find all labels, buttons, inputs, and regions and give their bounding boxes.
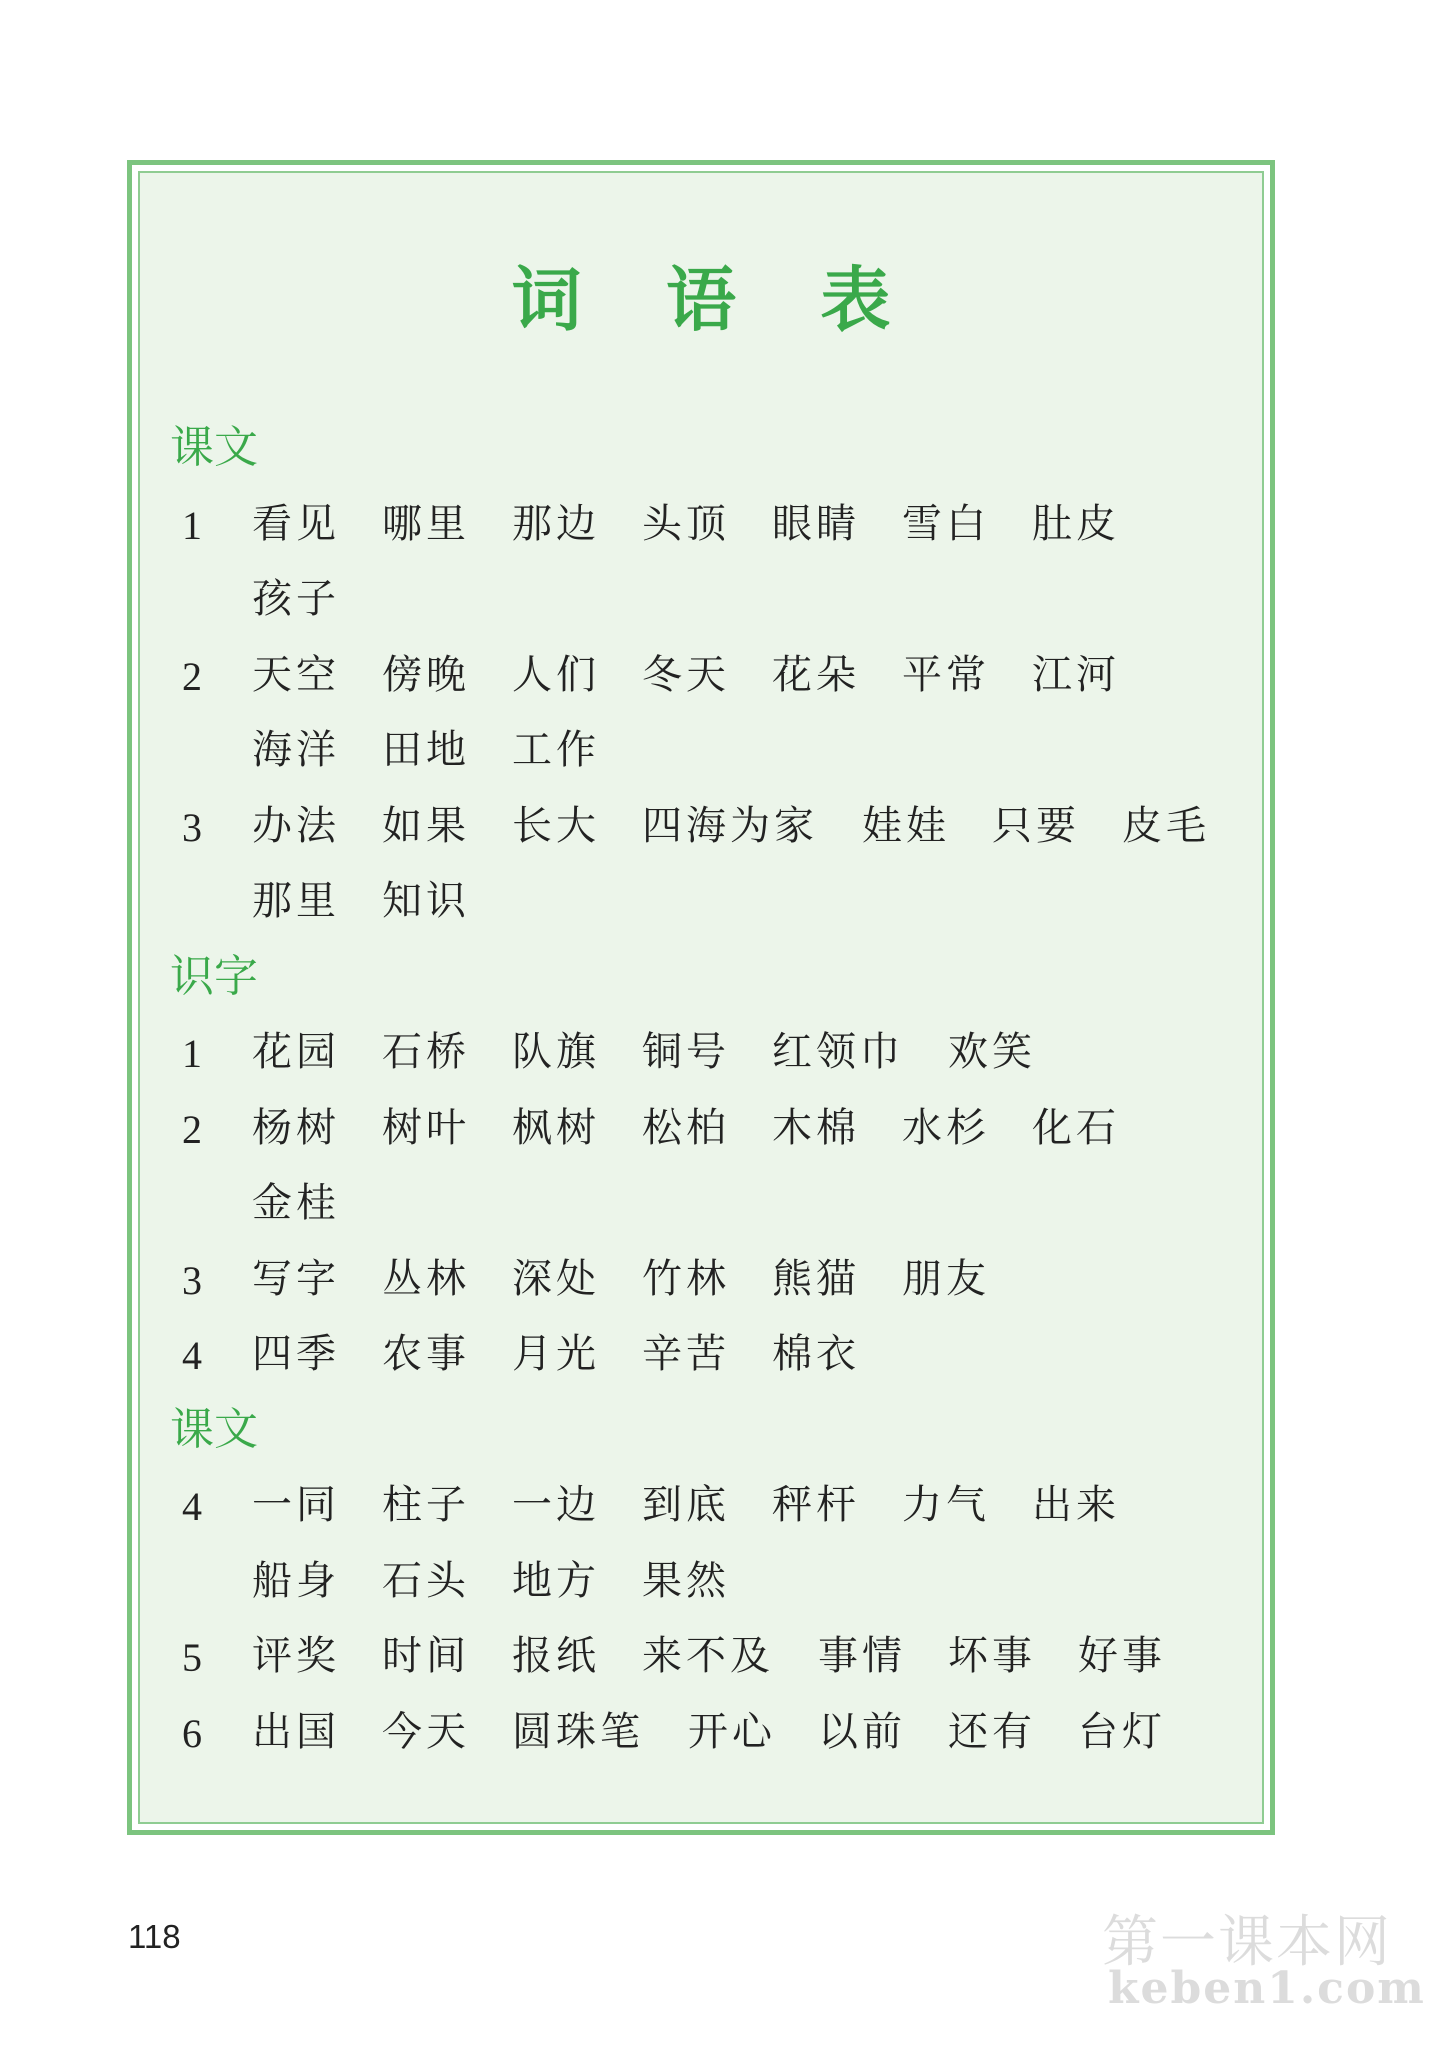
vocabulary-word: 那里 xyxy=(252,878,340,924)
vocabulary-word: 冬天 xyxy=(642,651,730,698)
vocabulary-word: 来不及 xyxy=(642,1633,774,1679)
vocabulary-word: 开心 xyxy=(688,1708,776,1755)
vocabulary-word: 柱子 xyxy=(382,1482,470,1528)
vocabulary-word: 哪里 xyxy=(382,500,470,547)
vocabulary-word: 工作 xyxy=(512,727,600,773)
vocabulary-word: 人们 xyxy=(512,651,600,698)
vocabulary-word: 肚皮 xyxy=(1032,500,1120,547)
vocabulary-word: 金桂 xyxy=(252,1180,340,1226)
entry-number: 3 xyxy=(182,804,202,850)
vocabulary-word: 看见 xyxy=(252,500,340,547)
watermark-title: 第一课本网 xyxy=(1102,1910,1392,1975)
section-heading: 课文 xyxy=(170,1403,258,1455)
vocabulary-word: 棉衣 xyxy=(772,1331,860,1377)
vocabulary-word: 孩子 xyxy=(252,576,340,622)
vocabulary-word: 花园 xyxy=(252,1029,340,1075)
vocabulary-word: 知识 xyxy=(382,878,470,924)
vocabulary-word: 还有 xyxy=(948,1708,1036,1755)
vocabulary-word: 队旗 xyxy=(512,1029,600,1075)
entry-number: 1 xyxy=(182,502,202,548)
vocabulary-word: 那边 xyxy=(512,500,600,547)
vocabulary-word: 农事 xyxy=(382,1331,470,1377)
vocabulary-word: 眼睛 xyxy=(772,500,860,547)
page-title: 词 语 表 xyxy=(511,258,921,341)
vocabulary-word: 铜号 xyxy=(642,1029,730,1075)
vocabulary-word: 好事 xyxy=(1078,1633,1166,1679)
vocabulary-word: 办法 xyxy=(252,802,340,849)
vocabulary-word: 竹林 xyxy=(642,1255,730,1302)
vocabulary-word: 天空 xyxy=(252,651,340,698)
entry-number: 4 xyxy=(182,1484,202,1529)
section-heading: 识字 xyxy=(170,950,258,1002)
vocabulary-panel xyxy=(127,160,1275,1835)
vocabulary-word: 熊猫 xyxy=(772,1255,860,1302)
vocabulary-word: 果然 xyxy=(642,1557,730,1604)
vocabulary-word: 出国 xyxy=(252,1708,340,1755)
vocabulary-word: 红领巾 xyxy=(772,1029,904,1075)
page-number: 118 xyxy=(128,1918,181,1955)
vocabulary-word: 丛林 xyxy=(382,1255,470,1302)
vocabulary-word: 一同 xyxy=(252,1482,340,1528)
vocabulary-word: 四海为家 xyxy=(642,802,818,849)
vocabulary-word: 杨树 xyxy=(252,1104,340,1151)
vocabulary-word: 今天 xyxy=(382,1708,470,1755)
vocabulary-word: 坏事 xyxy=(948,1633,1036,1679)
vocabulary-word: 报纸 xyxy=(512,1633,600,1679)
entry-number: 1 xyxy=(182,1031,202,1076)
vocabulary-word: 出来 xyxy=(1032,1482,1120,1528)
vocabulary-word: 评奖 xyxy=(252,1633,340,1679)
vocabulary-word: 欢笑 xyxy=(948,1029,1036,1075)
vocabulary-word: 秤杆 xyxy=(772,1482,860,1528)
vocabulary-word: 花朵 xyxy=(772,651,860,698)
vocabulary-word: 树叶 xyxy=(382,1104,470,1151)
vocabulary-word: 写字 xyxy=(252,1255,340,1302)
vocabulary-word: 四季 xyxy=(252,1331,340,1377)
vocabulary-word: 松柏 xyxy=(642,1104,730,1151)
vocabulary-word: 只要 xyxy=(992,802,1080,849)
vocabulary-word: 台灯 xyxy=(1078,1708,1166,1755)
entry-number: 6 xyxy=(182,1710,202,1756)
vocabulary-word: 海洋 xyxy=(252,727,340,773)
vocabulary-word: 力气 xyxy=(902,1482,990,1528)
vocabulary-word: 石头 xyxy=(382,1557,470,1604)
vocabulary-word: 田地 xyxy=(382,727,470,773)
entry-number: 2 xyxy=(182,653,202,699)
vocabulary-word: 枫树 xyxy=(512,1104,600,1151)
entry-number: 3 xyxy=(182,1257,202,1303)
vocabulary-word: 如果 xyxy=(382,802,470,849)
watermark-url: keben1.com xyxy=(1108,1963,1426,2014)
vocabulary-word: 深处 xyxy=(512,1255,600,1302)
vocabulary-word: 化石 xyxy=(1032,1104,1120,1151)
vocabulary-word: 地方 xyxy=(512,1557,600,1604)
vocabulary-word: 月光 xyxy=(512,1331,600,1377)
entry-number: 4 xyxy=(182,1333,202,1378)
vocabulary-word: 头顶 xyxy=(642,500,730,547)
vocabulary-word: 朋友 xyxy=(902,1255,990,1302)
vocabulary-panel-inner xyxy=(138,171,1264,1824)
vocabulary-word: 木棉 xyxy=(772,1104,860,1151)
vocabulary-word: 娃娃 xyxy=(862,802,950,849)
vocabulary-word: 石桥 xyxy=(382,1029,470,1075)
vocabulary-word: 一边 xyxy=(512,1482,600,1528)
vocabulary-word: 船身 xyxy=(252,1557,340,1604)
vocabulary-word: 长大 xyxy=(512,802,600,849)
vocabulary-word: 辛苦 xyxy=(642,1331,730,1377)
section-heading: 课文 xyxy=(170,422,258,473)
vocabulary-word: 到底 xyxy=(642,1482,730,1528)
vocabulary-word: 平常 xyxy=(902,651,990,698)
vocabulary-word: 水杉 xyxy=(902,1104,990,1151)
vocabulary-word: 江河 xyxy=(1032,651,1120,698)
vocabulary-word: 皮毛 xyxy=(1122,802,1210,849)
vocabulary-word: 事情 xyxy=(818,1633,906,1679)
entry-number: 2 xyxy=(182,1106,202,1152)
vocabulary-word: 傍晚 xyxy=(382,651,470,698)
vocabulary-word: 圆珠笔 xyxy=(512,1708,644,1755)
vocabulary-word: 时间 xyxy=(382,1633,470,1679)
vocabulary-word: 雪白 xyxy=(902,500,990,547)
vocabulary-word: 以前 xyxy=(818,1708,906,1755)
entry-number: 5 xyxy=(182,1635,202,1680)
